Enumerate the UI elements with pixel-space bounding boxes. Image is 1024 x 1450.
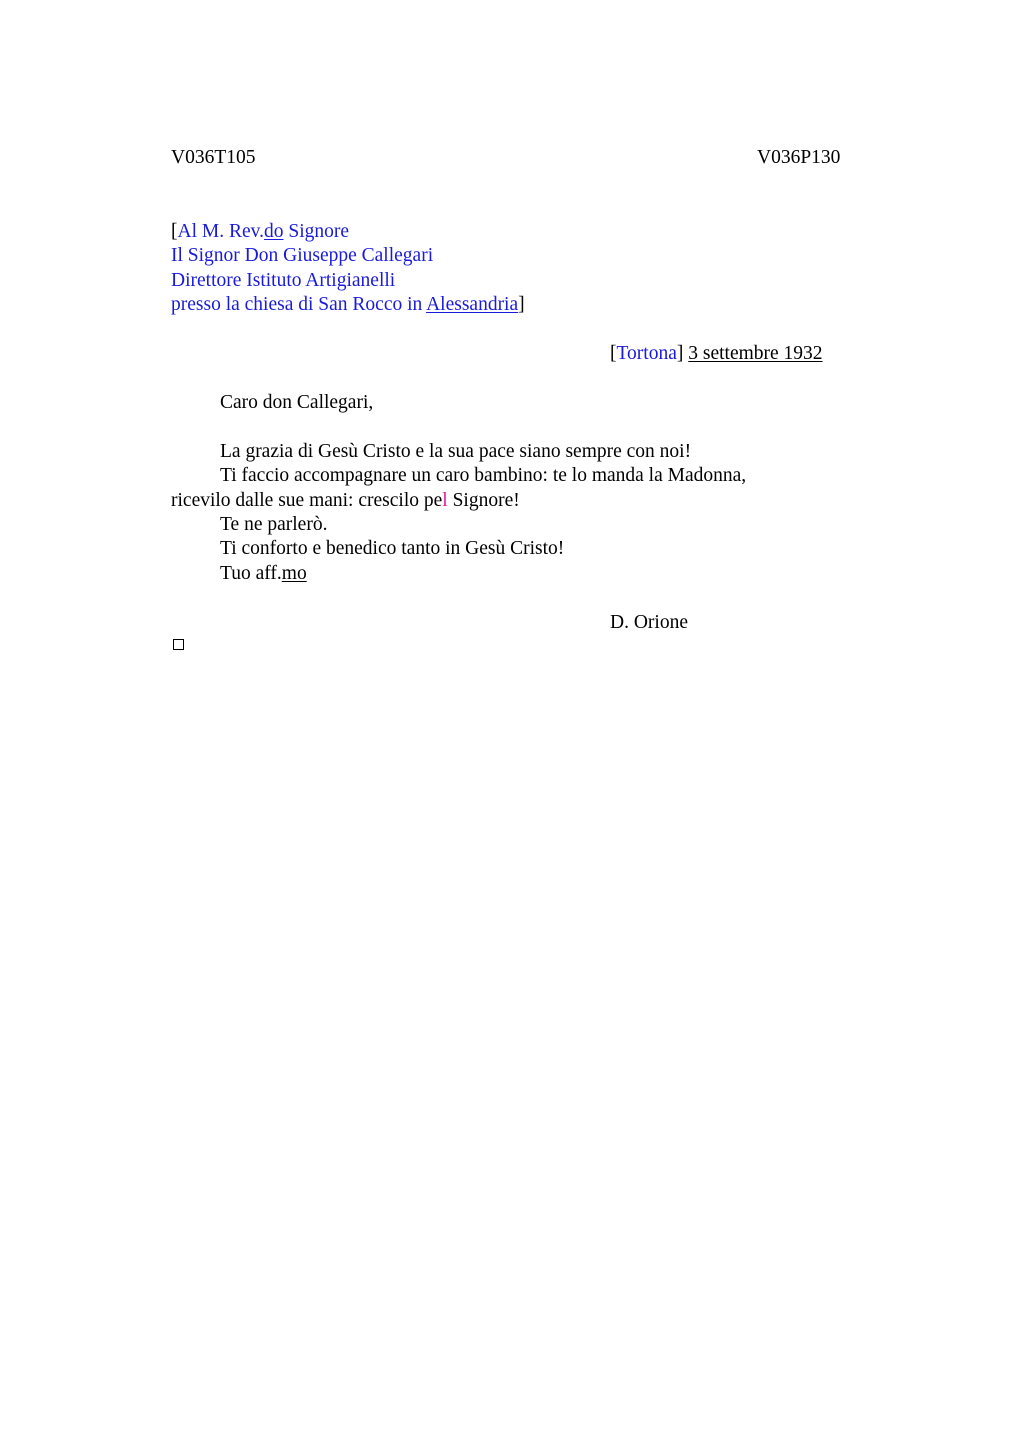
paragraph-3: Te ne parlerò. bbox=[220, 514, 328, 535]
salutation: Caro don Callegari, bbox=[220, 392, 374, 413]
paragraph-4: Ti conforto e benedico tanto in Gesù Cristo! bbox=[220, 538, 565, 559]
date-open-bracket: [ bbox=[610, 343, 617, 364]
date-close-bracket: ] bbox=[676, 343, 689, 364]
address-location: presso la chiesa di San Rocco in bbox=[171, 294, 427, 315]
address-open-bracket: [ bbox=[171, 221, 178, 242]
paragraph-2-ending: Signore! bbox=[447, 490, 520, 511]
address-line-4 bbox=[171, 293, 525, 317]
closing bbox=[220, 562, 307, 586]
address-line-3: Direttore Istituto Artigianelli bbox=[171, 270, 396, 291]
paragraph-2-line-2 bbox=[171, 489, 520, 513]
letter-date-line bbox=[610, 342, 823, 366]
document-code-left: V036T105 bbox=[171, 147, 256, 168]
address-title-abbreviation: do bbox=[263, 221, 284, 242]
address-city: Alessandria bbox=[426, 294, 519, 315]
address-line-1 bbox=[171, 220, 349, 244]
closing-abbreviation: mo bbox=[281, 563, 307, 584]
paragraph-1: La grazia di Gesù Cristo e la sua pace siano sempre con noi! bbox=[220, 441, 692, 462]
address-title: Al M. Rev. bbox=[177, 221, 264, 242]
date-place: Tortona bbox=[616, 343, 677, 364]
address-close-bracket: ] bbox=[518, 294, 525, 315]
paragraph-2-line-1: Ti faccio accompagnare un caro bambino: te lo manda la Madonna, bbox=[220, 465, 747, 486]
letter-date: 3 settembre 1932 bbox=[688, 343, 823, 364]
paragraph-2-text: ricevilo dalle sue mani: crescilo pe bbox=[171, 490, 443, 511]
editorial-insertion: l bbox=[442, 490, 448, 511]
address-line-2: Il Signor Don Giuseppe Callegari bbox=[171, 245, 434, 266]
address-title-suffix: Signore bbox=[283, 221, 350, 242]
signature: D. Orione bbox=[610, 612, 688, 633]
empty-square-marker bbox=[173, 639, 184, 650]
closing-text: Tuo aff. bbox=[220, 563, 282, 584]
document-code-right: V036P130 bbox=[757, 147, 841, 168]
